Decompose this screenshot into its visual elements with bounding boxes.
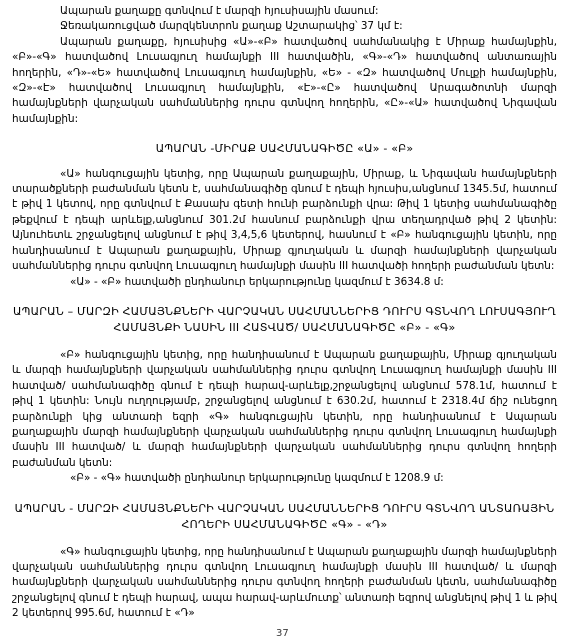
section1-total-length: «Ա» - «Բ» հատվածի ընդհանուր երկարությունը կազմում է 3634.8 մ: xyxy=(70,275,444,288)
section3-heading-line1: ԱՊԱՐԱՆ - ՄԱՐԶԻ ՀԱՄԱՅՆՔՆԵՐԻ ՎԱՐՉԱԿԱՆ ՍԱՀՄԱՆՆԵՐԻՑ ԴՈՒՐՍ ԳՏՆՎՈՂ ԱՆՏԱՌԱՅԻՆ xyxy=(14,501,555,515)
intro-paragraph: Ապարան քաղաքը, հյուսիսից «Ա»-«Բ» հատվածով սահմանակից է Միրաք համայնքին, «Բ»-«Գ» հատվածով Լուսագյուղ համայնքի III հատվածին, «Գ»-«Դ» հատվածով անտառային հողերին, «Դ»-«Ե» հատվածով Լուսագյուղ համայնքին, «Ե» - «Զ» հատվածով Մուլքի համայնքին, «Զ»-«Է» հատվածով Լուսագյուղ համայնքին, «Է»-«Ը» հատվածով Արագածոտնի մարզի համայնքների վարչական սահմաններից դուրս գտնվող հողերին, «Ը»-«Ա» հատվածով Նիգավան համայնքին: xyxy=(12,35,557,125)
section3-paragraph: «Գ» հանգուցային կետից, որը հանդիսանում է Ապարան քաղաքային մարզի համայնքների վարչական սահմաններից դուրս գտնվող Լուսագյուղ համայնքի մասին III հատված/ և մարզի համայնքների վարչական սահմաններից դուրս գտնվող հողերի բաժանման կետն, սահմանագիծը շրջանցելով գնում է դեպի հարավ, ապա հարավ-արևմուտք՝ անտառի եզրով անցնելով թիվ 1 և թիվ 2 կետերով 995.6մ, հատում է «Դ» xyxy=(12,545,557,620)
section1-paragraph: «Ա» հանգուցային կետից, որը Ապարան քաղաքային, Միրաք, և Նիգավան համայնքների տարածքների բաժանման կետն է, սահմանագիծը գնում է դեպի հյուսիս,անցնում 1345.5մ, հատում է թիվ 1 կետով, որը գտնվում է Քասախ գետի հունի բարձունքի վրա: Թիվ 1 կետից սահմանագիծը թեքվում է դեպի արևելք,անցնում 301.2մ հասնում բարձունքի վրա տեղադրված թիվ 2 կետին: Այնուհետև շրջանցելով անցնում է թիվ 3,4,5,6 կետերով, հասնում է «Բ» հանգուցային կետին, որը հանդիսանում է Ապարան քաղաքային, Միրաք գյուղական և մարզի համայնքների վարչական սահմաններից դուրս գտնվող Լուսագյուղ համայնքի մասին III հատվածի հողերի բաժանման կետն: xyxy=(12,167,557,273)
section2-heading-line1: ԱՊԱՐԱՆ – ՄԱՐԶԻ ՀԱՄԱՅՆՔՆԵՐԻ ՎԱՐՉԱԿԱՆ ՍԱՀՄԱՆՆԵՐԻՑ ԴՈՒՐՍ ԳՏՆՎՈՂ ԼՈՒՍԱԳՅՈՒՂ xyxy=(13,304,556,318)
page-number: 37 xyxy=(276,627,289,639)
intro-distance-line: Ջեռակառուցված մարզկենտրոն քաղաք Աշտարակից՝ 37 կմ է: xyxy=(60,20,403,33)
section2-paragraph: «Բ» հանգուցային կետից, որը հանդիսանում է Ապարան քաղաքային, Միրաք գյուղական և մարզի համայնքների վարչական սահմաններից դուրս գտնվող Լուսագյուղ համայնքի մասին III հատված/ սահմանագիծը գնում է դեպի հարավ-արևելք,շրջանցելով անցնում 578.1մ, հատում է թիվ 1 կետին: Նույն ուղղությամբ, շրջանցելով անցնում է 630.2մ, հատում է 2318.4մ ճիշ ունեցող բարձունքի կից անտառի եզրի «Գ» հանգուցային կետին, որը հանդիսանում է Ապարան քաղաքային մարզի համայնքների վարչական սահմաններից դուրս գտնվող Լուսագյուղ համայնքի մասին III հատված/ և մարզի համայնքների վարչական սահմաններից դուրս գտնվող հողերի բաժանման կետն: xyxy=(12,348,557,469)
intro-line: Ապարան քաղաքը գտնվում է մարզի հյուսիսային մասում: xyxy=(60,5,379,17)
section1-heading: ԱՊԱՐԱՆ -ՄԻՐԱՔ ՍԱՀՄԱՆԱԳԻԾԸ «Ա» - «Բ» xyxy=(155,142,414,156)
section3-heading-line2: ՀՈՂԵՐԻ ՍԱՀՄԱՆԱԳԻԾԸ «Գ» - «Դ» xyxy=(181,517,388,531)
section3-heading xyxy=(12,501,557,533)
section2-heading-line2: ՀԱՄԱՅՆՔԻ ՆԱՍԻՆ III ՀԱՏՎԱԾ/ ՍԱՀՄԱՆԱԳԻԾԸ «Բ» - «Գ» xyxy=(113,320,456,334)
section2-heading xyxy=(12,304,557,336)
section2-total-length: «Բ» - «Գ» հատվածի ընդհանուր երկարությունը կազմում է 1208.9 մ: xyxy=(70,472,444,485)
